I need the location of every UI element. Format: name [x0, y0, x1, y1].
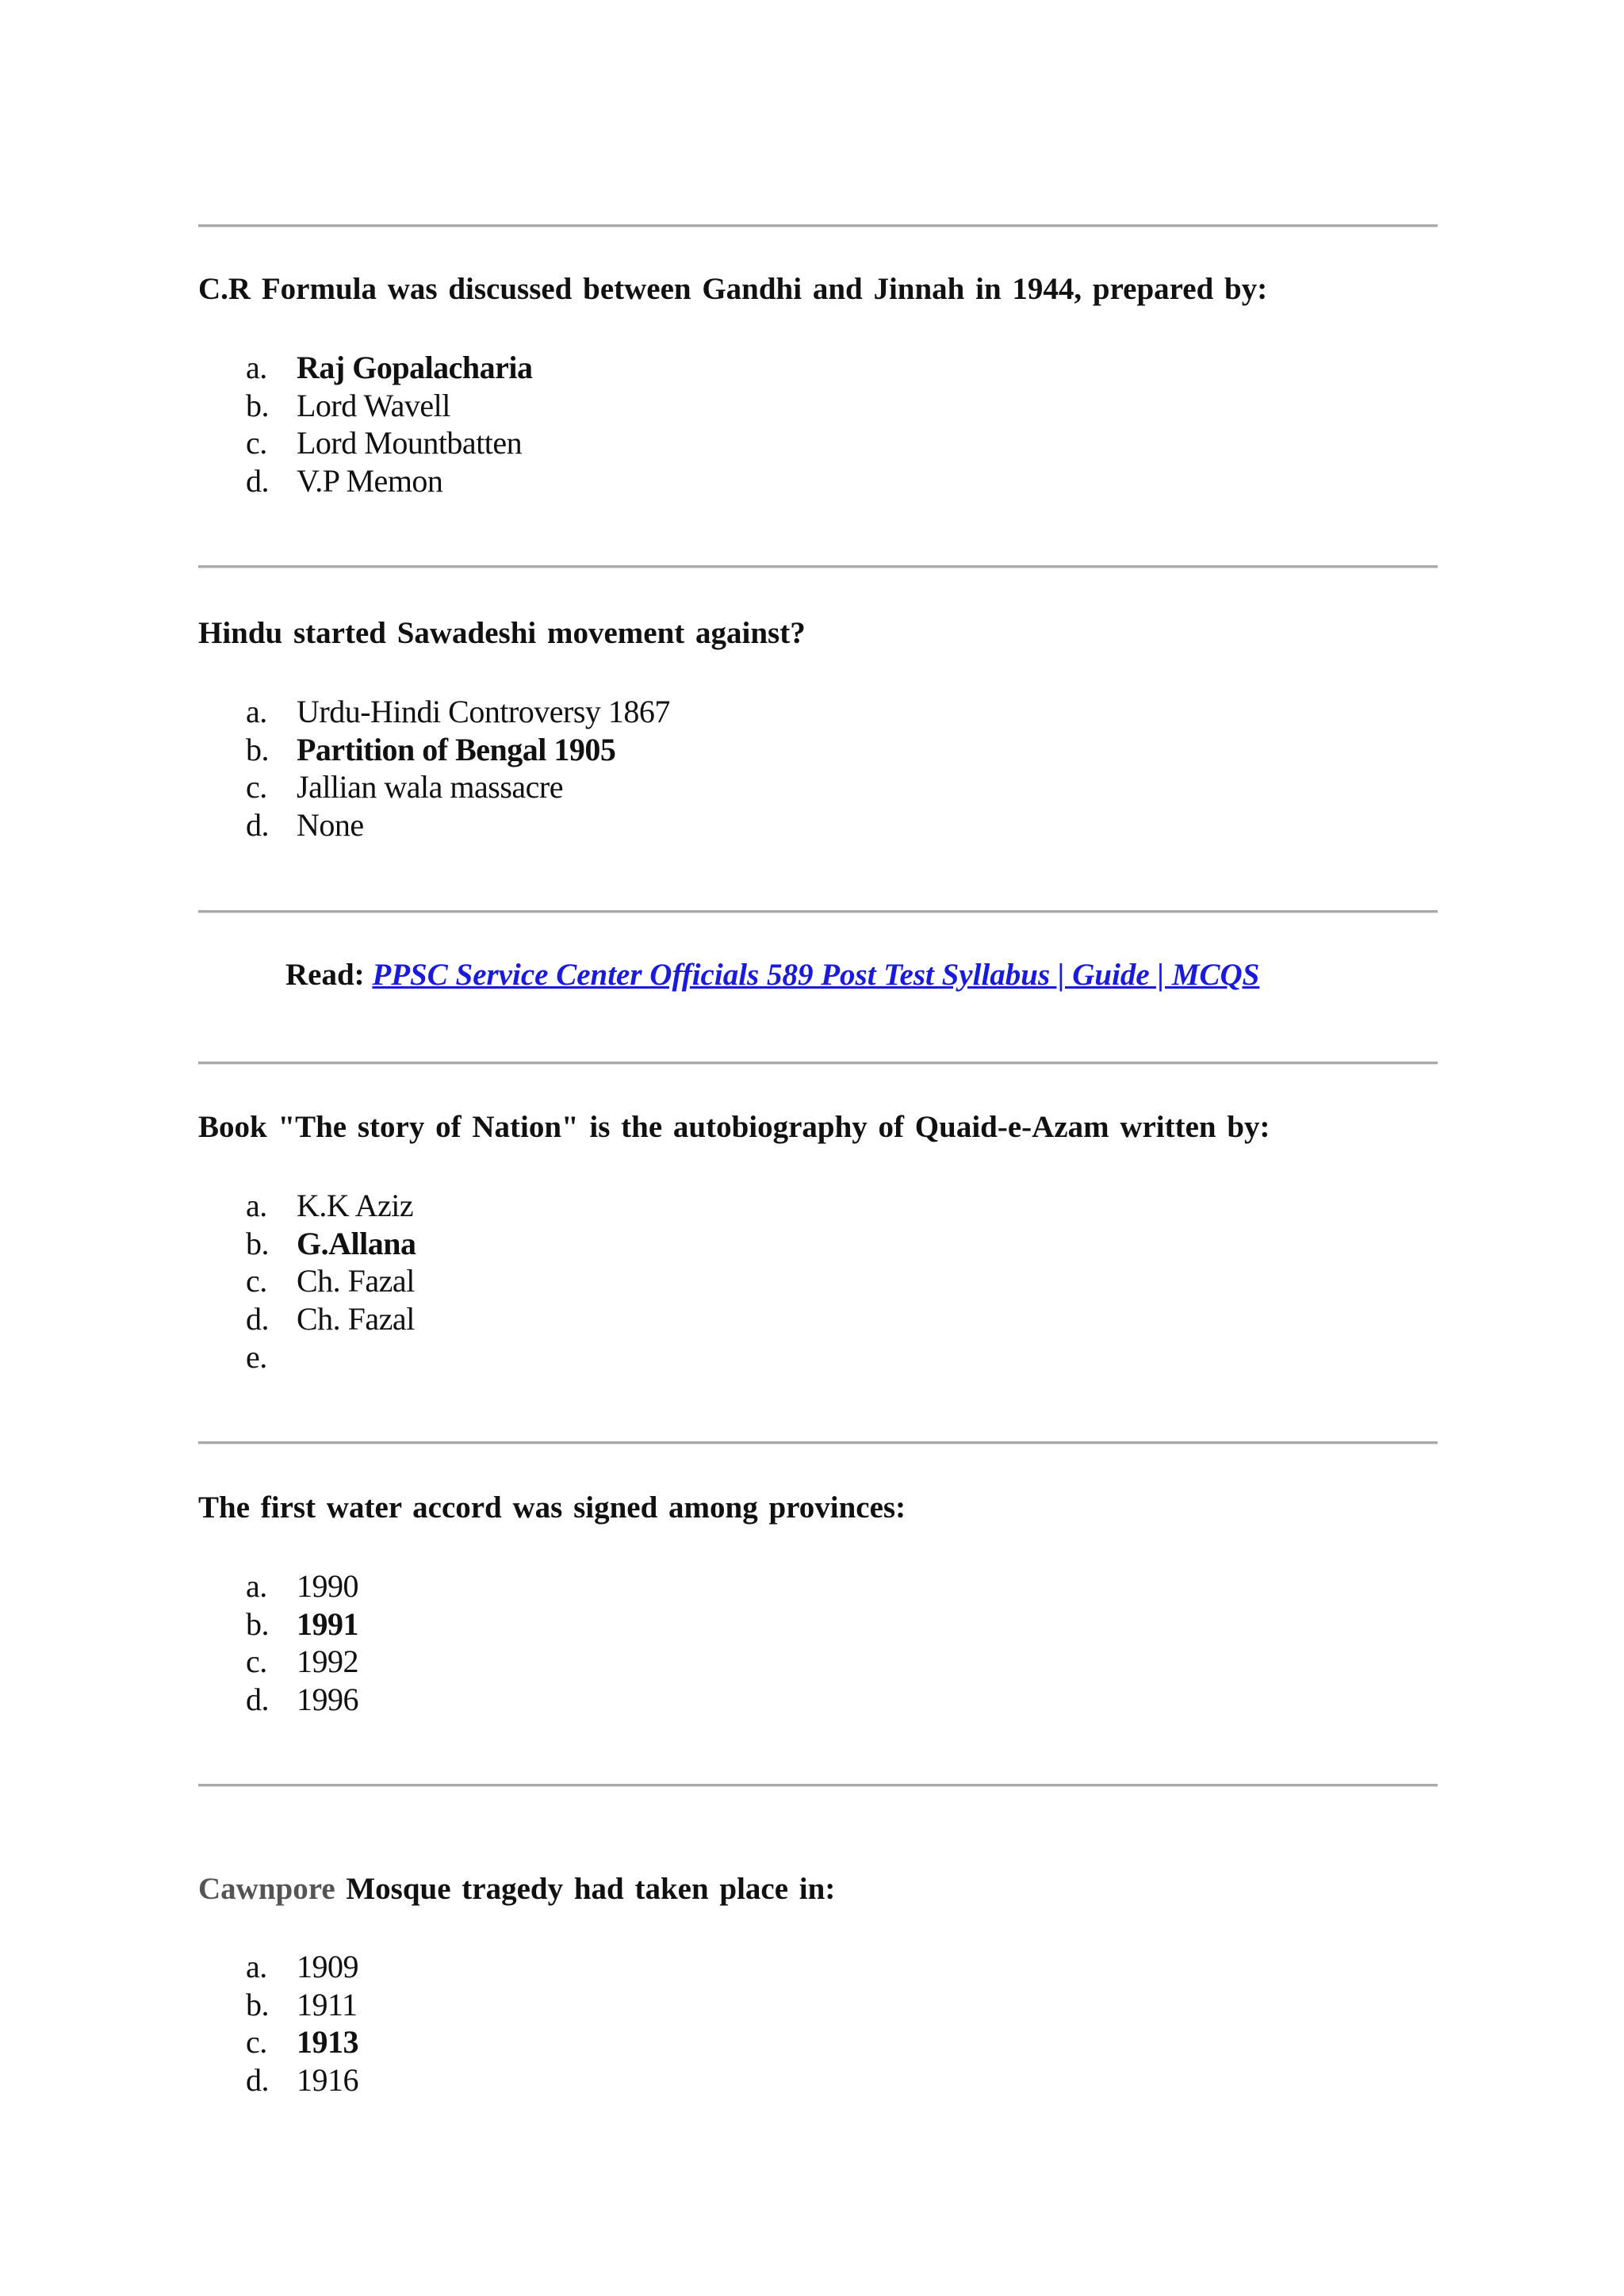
question-4: The first water accord was signed among provinces:	[198, 1490, 906, 1525]
divider	[198, 910, 1438, 913]
divider	[198, 224, 1438, 228]
question-5	[198, 1870, 1438, 1908]
correct-answer: G.Allana	[297, 1226, 416, 1261]
read-more	[285, 956, 1259, 994]
read-link[interactable]: PPSC Service Center Officials 589 Post Test Syllabus | Guide | MCQS	[372, 958, 1260, 992]
correct-answer: Partition of Bengal 1905	[297, 732, 616, 767]
divider	[198, 565, 1438, 568]
question-2: Hindu started Sawadeshi movement against?	[198, 616, 806, 650]
correct-answer: 1913	[297, 2024, 358, 2060]
question-text: Mosque tragedy had taken place in:	[346, 1872, 836, 1906]
divider	[198, 1441, 1438, 1445]
divider	[198, 1784, 1438, 1787]
correct-answer: Raj Gopalacharia	[297, 350, 533, 385]
divider	[198, 1062, 1438, 1065]
read-label: Read:	[285, 958, 365, 992]
question-prefix: Cawnpore	[198, 1872, 335, 1906]
correct-answer: 1991	[297, 1606, 358, 1642]
question-3: Book "The story of Nation" is the autobiography of Quaid-e-Azam written by:	[198, 1110, 1270, 1144]
question-1: C.R Formula was discussed between Gandhi and Jinnah in 1944, prepared by:	[198, 272, 1268, 306]
